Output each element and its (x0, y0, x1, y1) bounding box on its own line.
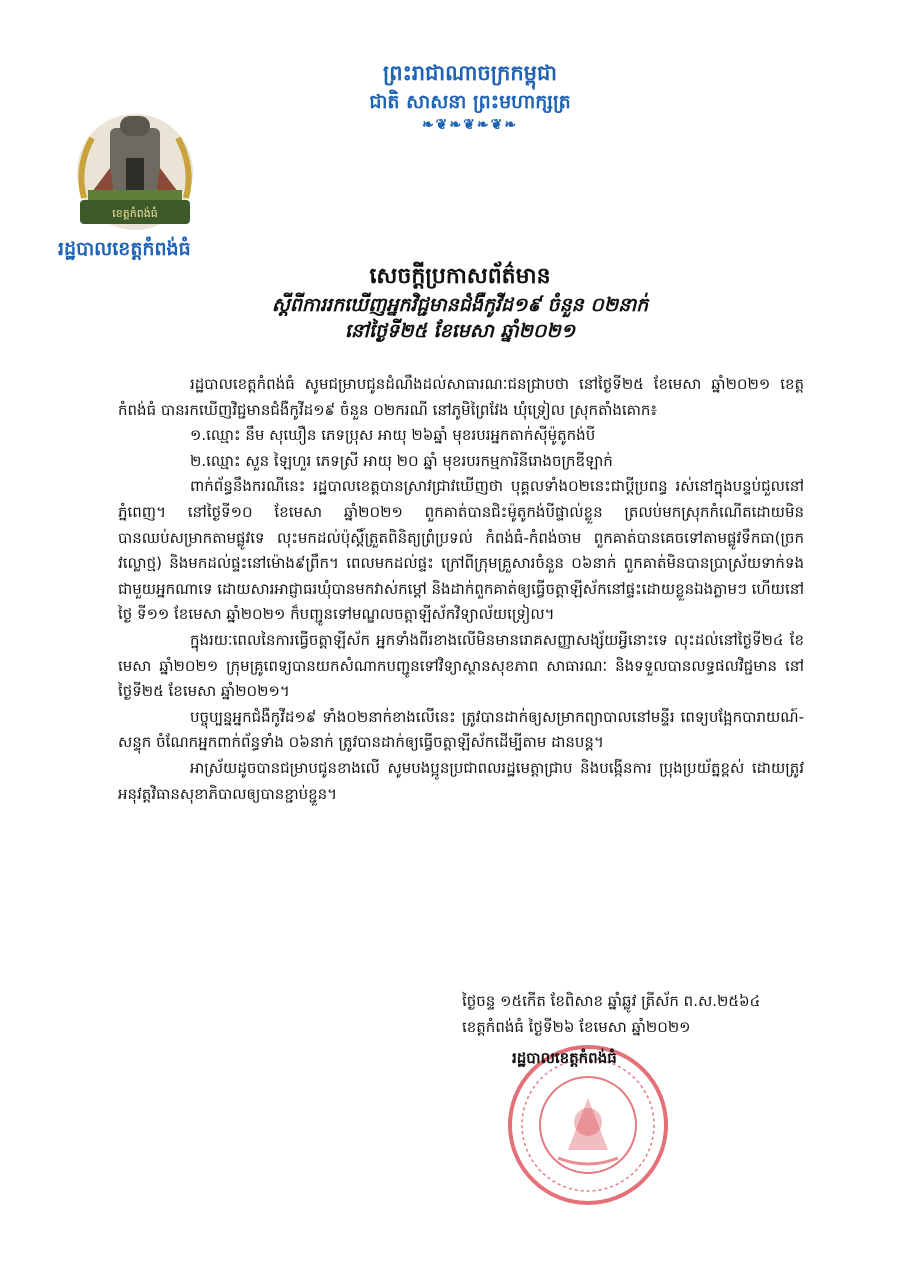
kingdom-heading: ព្រះរាជាណាចក្រកម្ពុជា (382, 60, 557, 85)
paragraph-advice: អាស្រ័យដូចបានជម្រាបជូនខាងលើ សូមបងប្អូនប្រជាពលរដ្ឋមេត្តាជ្រាប និងបង្កើនការ ប្រុងប្រយ័ត្នខ្ពស់ ដោយត្រូវអនុវត្តវិធានសុខាភិបាលឲ្យបានខ្ជាប់ខ្ជួន។ (118, 758, 804, 803)
motto-heading: ជាតិ សាសនា ព្រះមហាក្សត្រ (369, 91, 571, 113)
ornament-divider: ❧❦❧❦❧❦❧ (421, 117, 519, 133)
lunar-date: ថ្ងៃចន្ទ ១៥កើត ខែពិសាខ ឆ្នាំឆ្លូវ ត្រីស័ក ព.ស.២៥៦៤ (462, 992, 761, 1010)
paragraph-treatment: បច្ចុប្បន្នអ្នកជំងឺកូវីដ១៩ ទាំង០២នាក់ខាងលើនេះ ត្រូវបានដាក់ឲ្យសម្រាកព្យាបាលនៅមន្ទីរ ពេទ្យបង្អែកបារាយណ៍-សន្ទុក ចំណែកអ្នកពាក់ព័ន្ធទាំង ០៦នាក់ ត្រូវបានដាក់ឲ្យធ្វើចត្តាឡីស័កដើម្បីតាម ដានបន្ត។ (118, 707, 804, 752)
announcement-subject: ស្ដីពីការរកឃើញអ្នកវិជ្ជមានជំងឺកូវីដ១៩ ចំនួន ០២នាក់ (271, 294, 649, 316)
temple-emblem-icon (70, 108, 200, 233)
issuer-name: រដ្ឋបាលខេត្តកំពង់ធំ (58, 238, 191, 260)
announcement-title: សេចក្ដីប្រកាសព័ត៌មាន (369, 264, 551, 289)
paragraph-intro: រដ្ឋបាលខេត្តកំពង់ធំ សូមជម្រាបជូនដំណឹងដល់សាធារណៈជនជ្រាបថា នៅថ្ងៃទី២៥ ខែមេសា ឆ្នាំ២០២១ ខេត្តកំពង់ធំ បានរកឃើញវិជ្ជមានជំងឺកូវីដ១៩ ចំនួន ០២ករណី នៅភូមិព្រៃវែង ឃុំទ្រៀល ស្រុកតាំងគោក៖ (118, 375, 804, 419)
logo-caption: ខេត្តកំពង់ធំ (112, 207, 158, 220)
announcement-date: នៅថ្ងៃទី២៥ ខែមេសា ឆ្នាំ២០២១ (344, 320, 576, 342)
title-block (140, 262, 780, 344)
patient-item-1: ១.ឈ្មោះ នឹម សុឃឿន ភេទប្រុស អាយុ ២៦ឆ្នាំ មុខរបរអ្នកតាក់ស៊ីម៉ូតូកង់បី (190, 426, 596, 445)
royal-header (290, 58, 650, 134)
signature-name: រដ្ឋបាលខេត្តកំពង់ធំ (512, 1049, 617, 1067)
paragraph-investigation: ពាក់ព័ន្ធនឹងករណីនេះ រដ្ឋបាលខេត្តបានស្រាវជ្រាវឃើញថា បុគ្គលទាំង០២នេះជាប្ដីប្រពន្ធ រស់នៅក្នុងបន្ទប់ជួលនៅភ្នំពេញ។ នៅថ្ងៃទី១០ ខែមេសា ឆ្នាំ២០២១ ពួកគាត់បានជិះម៉ូតូកង់បីផ្ទាល់ខ្លួន ត្រលប់មកស្រុកកំណើតដោយមិនបានឈប់សម្រាកតាមផ្លូវទេ លុះមកដល់ប៉ុស្តិ៍ត្រួតពិនិត្យព្រំប្រទល់ កំពង់ធំ-កំពង់ចាម ពួកគាត់បានគេចទៅតាមផ្លូវទឹកធា(ច្រកវល្លោថ្ម) និងមកដល់ផ្ទះនៅម៉ោង៩ព្រឹក។ ពេលមកដល់ផ្ទះ ក្រៅពីក្រុមគ្រួសារចំនួន ០៦នាក់ ពួកគាត់មិនបានប្រាស្រ័យទាក់ទងជាមួយអ្នកណាទេ ដោយសារអាជ្ញាធរឃុំបានមកវាស់កម្ដៅ និងដាក់ពួកគាត់ឲ្យធ្វើចត្តាឡីស័កនៅផ្ទះដោយខ្លួនឯងភ្លាមៗ ហើយនៅថ្ងៃ ទី១១ ខែមេសា ឆ្នាំ២០២១ ក៏បញ្ជូនទៅមណ្ឌលចត្តាឡីស័កវិទ្យាល័យទ្រៀល។ (118, 477, 805, 624)
patient-item-2: ២.ឈ្មោះ សួន ឡៃហួរ ភេទស្រី អាយុ ២០ ឆ្នាំ មុខរបរកម្មការិនីរោងចក្រឌីឡាក់ (190, 451, 613, 470)
solar-date: ខេត្តកំពង់ធំ ថ្ងៃទី២៦ ខែមេសា ឆ្នាំ២០២១ (462, 1018, 691, 1036)
paragraph-quarantine: ក្នុងរយៈពេលនៃការធ្វើចត្តាឡីស័ក អ្នកទាំងពីរខាងលើមិនមានរោគសញ្ញាសង្ស័យអ្វីនោះទេ លុះដល់នៅថ្ងៃទី២៤ ខែមេសា ឆ្នាំ២០២១ ក្រុមគ្រូពេទ្យបានយកសំណាកបញ្ជូនទៅវិទ្យាស្ថានសុខភាព សាធារណៈ និងទទួលបានលទ្ធផលវិជ្ជមាន នៅថ្ងៃទី២៥ ខែមេសា ឆ្នាំ២០២១។ (118, 630, 804, 701)
announcement-body (118, 372, 804, 807)
